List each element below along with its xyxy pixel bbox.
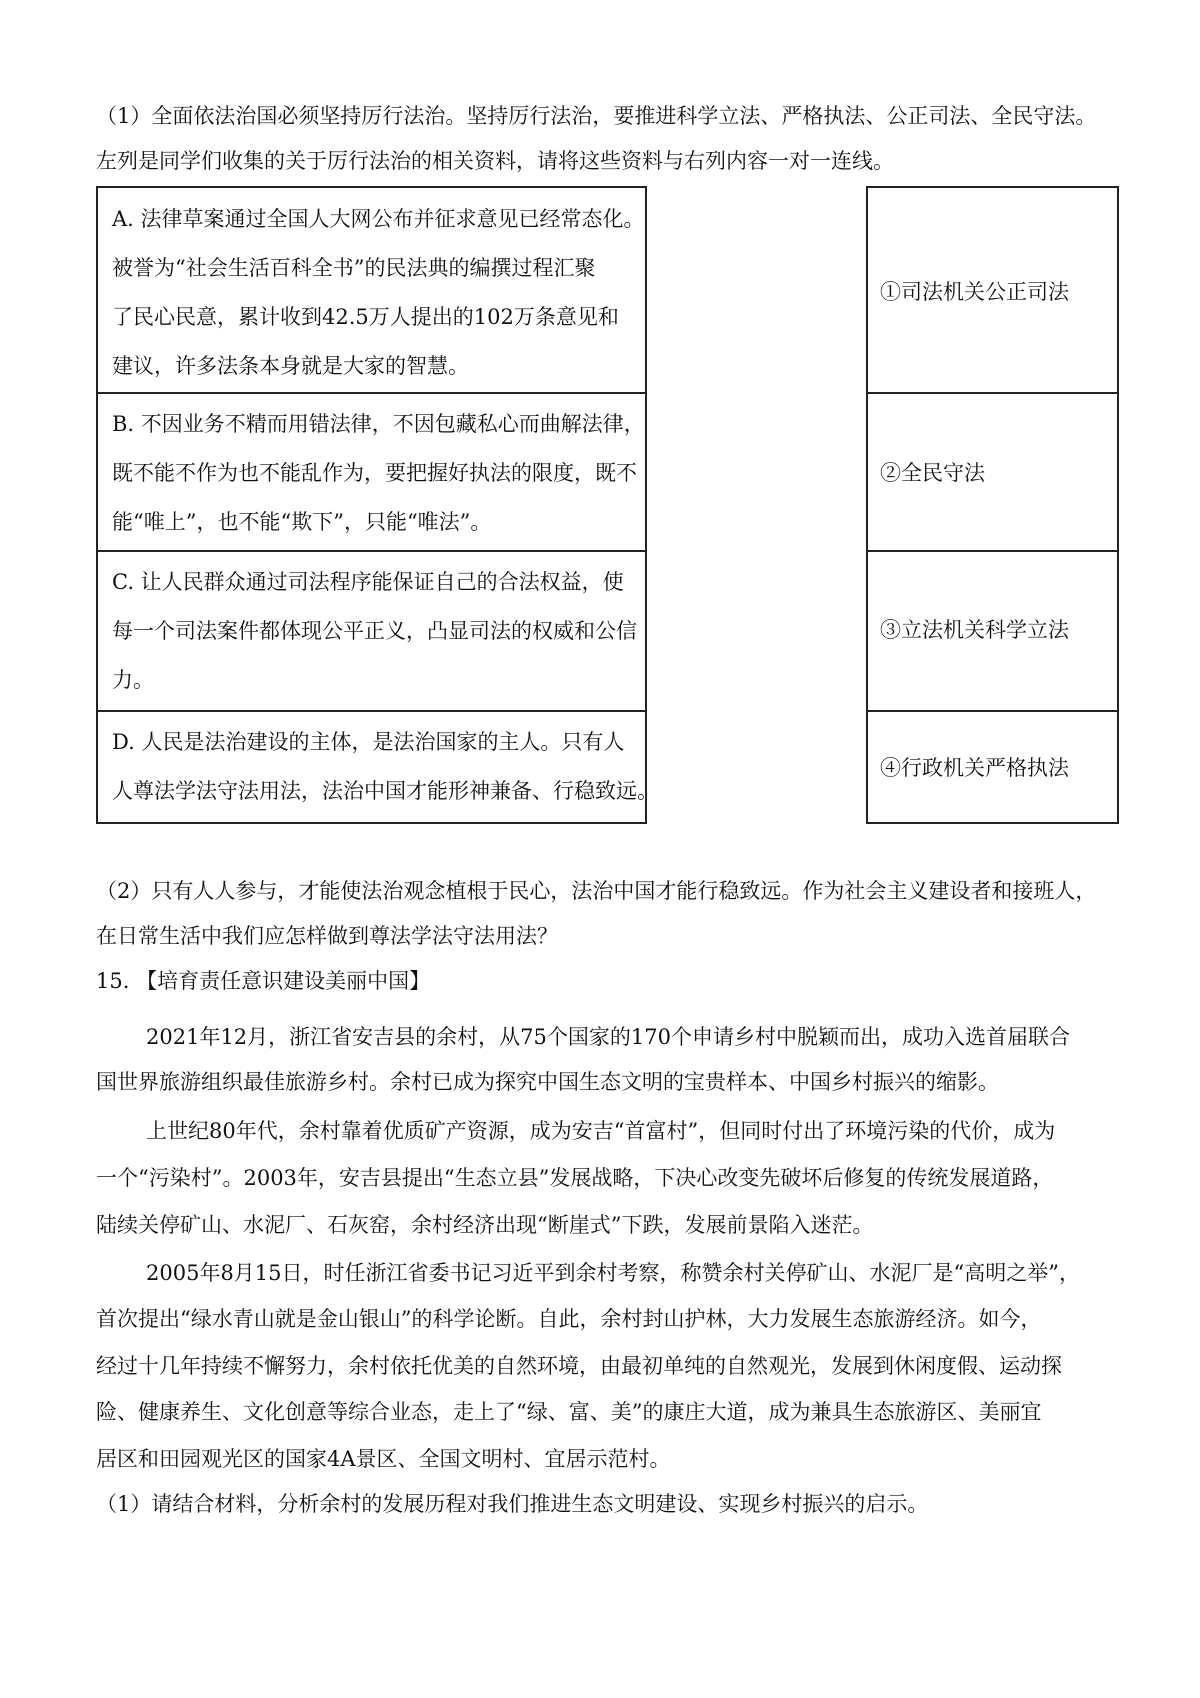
q15-p1-line1: 2021年12月，浙江省安吉县的余村，从75个国家的170个申请乡村中脱颖而出，成功入选首届联合 (146, 1025, 1070, 1049)
q15-title: 15. 【培育责任意识建设美丽中国】 (96, 969, 431, 993)
left-item-d-text (112, 718, 658, 816)
left-item-d (96, 710, 658, 824)
text-line: 了民心民意，累计收到42.5万人提出的102万条意见和 (112, 305, 619, 329)
q15-p2-line1: 上世纪80年代，余村靠着优质矿产资源，成为安吉“首富村”，但同时付出了环境污染的代价，成为 (146, 1119, 1056, 1143)
right-item-4-label: ④行政机关严格执法 (880, 756, 1069, 780)
left-item-b-text (112, 400, 645, 547)
q15-p2-line3: 陆续关停矿山、水泥厂、石灰窑，余村经济出现“断崖式”下跌，发展前景陷入迷茫。 (96, 1213, 874, 1237)
left-item-c-text (112, 558, 637, 705)
text-line: 被誉为“社会生活百科全书”的民法典的编撰过程汇聚 (112, 256, 596, 280)
text-line: A. 法律草案通过全国人大网公布并征求意见已经常态化。 (112, 207, 645, 231)
left-item-a (96, 186, 647, 394)
q14-part2-line2: 在日常生活中我们应怎样做到尊法学法守法用法？ (96, 924, 558, 948)
right-item-2-label: ②全民守法 (880, 461, 985, 485)
text-line: 建议，许多法条本身就是大家的智慧。 (112, 354, 469, 378)
right-item-3 (866, 550, 1119, 712)
q14-part1-line1: （1）全面依法治国必须坚持厉行法治。坚持厉行法治，要推进科学立法、严格执法、公正司法、全民守法。 (96, 104, 1097, 128)
text-line: 能“唯上”，也不能“欺下”，只能“唯法”。 (112, 510, 492, 534)
q15-p3-line3: 经过十几年持续不懈努力，余村依托优美的自然环境，由最初单纯的自然观光，发展到休闲度假、运动探 (96, 1354, 1062, 1378)
right-item-4 (866, 710, 1119, 824)
q15-p2-line2: 一个“污染村”。2003年，安吉县提出“生态立县”发展战略，下决心改变先破坏后修复的传统发展道路， (96, 1166, 1054, 1190)
q15-p3-line1: 2005年8月15日，时任浙江省委书记习近平到余村考察，称赞余村关停矿山、水泥厂是“高明之举”， (146, 1261, 1080, 1285)
left-item-c (96, 550, 647, 712)
q14-part1-line2: 左列是同学们收集的关于厉行法治的相关资料，请将这些资料与右列内容一对一连线。 (96, 149, 894, 173)
right-item-3-label: ③立法机关科学立法 (880, 618, 1069, 642)
text-line: B. 不因业务不精而用错法律，不因包藏私心而曲解法律， (112, 412, 645, 436)
right-item-1 (866, 186, 1119, 394)
left-item-a-text (112, 195, 645, 391)
q14-part2-line1: （2）只有人人参与，才能使法治观念植根于民心，法治中国才能行稳致远。作为社会主义建设者和接班人， (96, 879, 1097, 903)
q15-p3-line2: 首次提出“绿水青山就是金山银山”的科学论断。自此，余村封山护林，大力发展生态旅游经济。如今， (96, 1307, 1042, 1331)
text-line: 力。 (112, 668, 154, 692)
q15-sub1: （1）请结合材料，分析余村的发展历程对我们推进生态文明建设、实现乡村振兴的启示。 (96, 1492, 929, 1516)
text-line: C. 让人民群众通过司法程序能保证自己的合法权益，使 (112, 570, 624, 594)
right-item-1-label: ①司法机关公正司法 (880, 280, 1069, 304)
right-item-2 (866, 392, 1119, 552)
q15-p3-line5: 居区和田园观光区的国家4A景区、全国文明村、宜居示范村。 (96, 1447, 671, 1471)
text-line: D. 人民是法治建设的主体，是法治国家的主人。只有人 (112, 730, 625, 754)
text-line: 人尊法学法守法用法，法治中国才能形神兼备、行稳致远。 (112, 779, 658, 803)
text-line: 既不能不作为也不能乱作为，要把握好执法的限度，既不 (112, 461, 637, 485)
q15-p3-line4: 险、健康养生、文化创意等综合业态，走上了“绿、富、美”的康庄大道，成为兼具生态旅游区、美丽宜 (96, 1400, 1042, 1424)
left-item-b (96, 392, 647, 552)
q15-p1-line2: 国世界旅游组织最佳旅游乡村。余村已成为探究中国生态文明的宝贵样本、中国乡村振兴的缩影。 (96, 1070, 999, 1094)
text-line: 每一个司法案件都体现公平正义，凸显司法的权威和公信 (112, 619, 637, 643)
